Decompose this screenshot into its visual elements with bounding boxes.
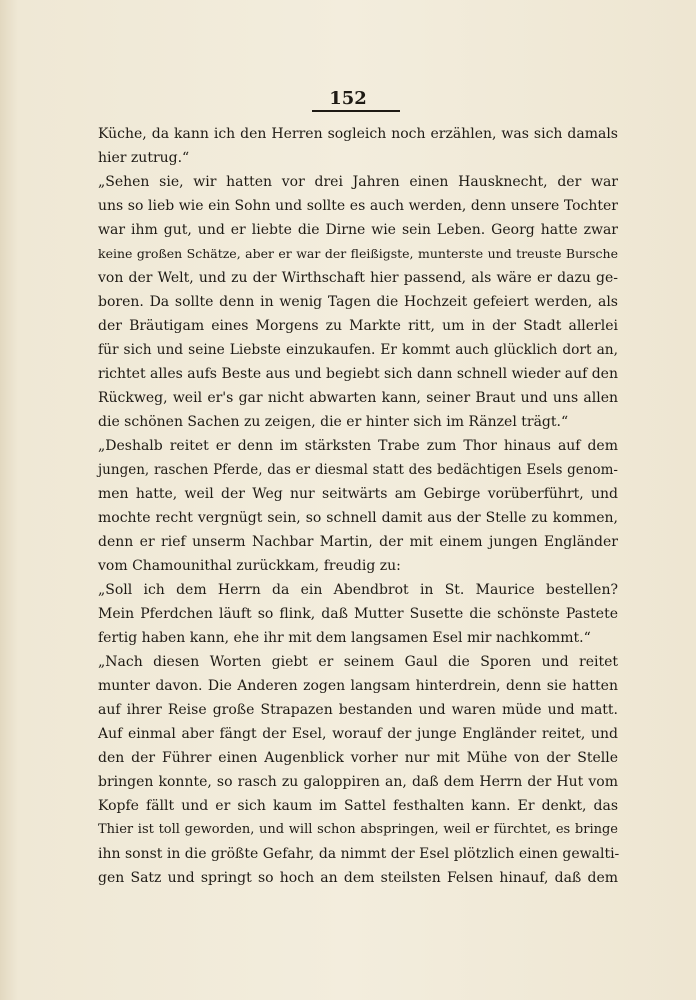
- page-number: 152: [329, 88, 367, 109]
- text-line: „Sehen sie, wir hatten vor drei Jahren einen Hausknecht, der war: [98, 174, 618, 190]
- text-line: richtet alles aufs Beste aus und begiebt sich dann schnell wieder auf den: [98, 366, 618, 382]
- text-line: Auf einmal aber fängt der Esel, worauf der junge Engländer reitet, und: [98, 726, 618, 742]
- text-line: mochte recht vergnügt sein, so schnell damit aus der Stelle zu kommen,: [98, 510, 618, 526]
- text-line: bringen konnte, so rasch zu galoppiren an, daß dem Herrn der Hut vom: [98, 774, 618, 790]
- text-line: die schönen Sachen zu zeigen, die er hinter sich im Ränzel trägt.“: [98, 414, 569, 430]
- text-line: Mein Pferdchen läuft so flink, daß Mutter Susette die schönste Pastete: [98, 606, 618, 622]
- text-line: war ihm gut, und er liebte die Dirne wie sein Leben. Georg hatte zwar: [98, 222, 618, 238]
- text-line: ihn sonst in die größte Gefahr, da nimmt der Esel plötzlich einen gewalti-: [98, 846, 620, 862]
- text-line: jungen, raschen Pferde, das er diesmal statt des bedächtigen Esels genom-: [98, 462, 618, 478]
- text-line: der Bräutigam eines Morgens zu Markte ritt, um in der Stadt allerlei: [98, 318, 618, 334]
- text-line: den der Führer einen Augenblick vorher nur mit Mühe von der Stelle: [98, 750, 618, 766]
- body-text: [98, 122, 618, 890]
- text-line: Küche, da kann ich den Herren sogleich noch erzählen, was sich damals: [98, 126, 618, 142]
- header-rule: [312, 110, 400, 112]
- text-line: „Soll ich dem Herrn da ein Abendbrot in St. Maurice bestellen?: [98, 582, 618, 598]
- text-line: für sich und seine Liebste einzukaufen. Er kommt auch glücklich dort an,: [98, 342, 618, 358]
- text-line: men hatte, weil der Weg nur seitwärts am Gebirge vorüberführt, und: [98, 486, 618, 502]
- text-line: auf ihrer Reise große Strapazen bestanden und waren müde und matt.: [98, 702, 618, 718]
- text-line: „Nach diesen Worten giebt er seinem Gaul die Sporen und reitet: [98, 654, 618, 670]
- text-line: uns so lieb wie ein Sohn und sollte es auch werden, denn unsere Tochter: [98, 198, 618, 214]
- text-line: fertig haben kann, ehe ihr mit dem langsamen Esel mir nachkommt.“: [98, 630, 591, 646]
- text-line: vom Chamounithal zurückkam, freudig zu:: [98, 558, 401, 574]
- text-line: Thier ist toll geworden, und will schon abspringen, weil er fürchtet, es bringe: [98, 822, 618, 837]
- text-line: munter davon. Die Anderen zogen langsam hinterdrein, denn sie hatten: [98, 678, 618, 694]
- text-line: keine großen Schätze, aber er war der fleißigste, munterste und treuste Bursche: [98, 246, 618, 261]
- text-line: hier zutrug.“: [98, 150, 190, 166]
- text-line: „Deshalb reitet er denn im stärksten Trabe zum Thor hinaus auf dem: [98, 438, 618, 454]
- text-line: denn er rief unserm Nachbar Martin, der mit einem jungen Engländer: [98, 534, 618, 550]
- text-line: von der Welt, und zu der Wirthschaft hier passend, als wäre er dazu ge-: [98, 270, 618, 286]
- text-line: Rückweg, weil er's gar nicht abwarten kann, seiner Braut und uns allen: [98, 390, 618, 406]
- text-line: Kopfe fällt und er sich kaum im Sattel festhalten kann. Er denkt, das: [98, 798, 618, 814]
- text-line: boren. Da sollte denn in wenig Tagen die Hochzeit gefeiert werden, als: [98, 294, 618, 310]
- text-line: gen Satz und springt so hoch an dem steilsten Felsen hinauf, daß dem: [98, 870, 618, 886]
